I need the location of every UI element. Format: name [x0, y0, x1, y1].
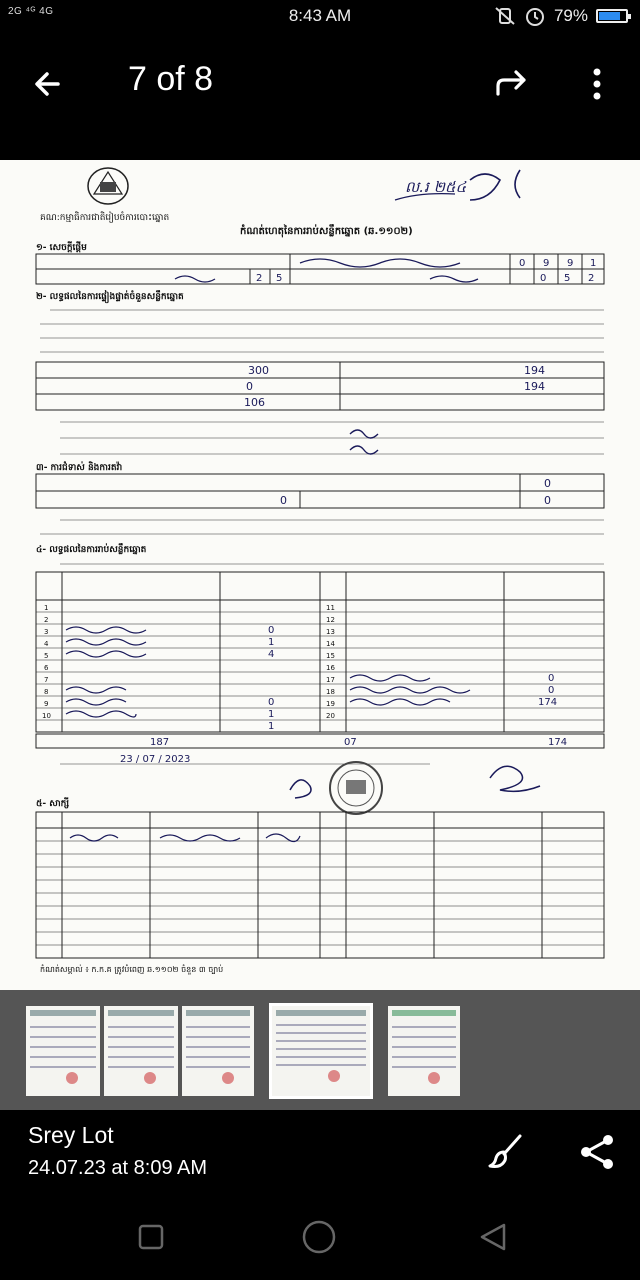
thumbnail[interactable]	[26, 1006, 100, 1096]
more-vertical-icon	[582, 64, 612, 104]
svg-text:0: 0	[246, 380, 253, 393]
section-2-notes	[60, 422, 604, 454]
national-emblem	[88, 168, 128, 204]
svg-text:11: 11	[326, 604, 335, 612]
section-2-text-lines	[40, 310, 604, 352]
svg-text:0: 0	[544, 494, 551, 507]
svg-text:194: 194	[524, 380, 545, 393]
status-icons	[494, 5, 628, 27]
official-stamp	[330, 762, 382, 814]
svg-text:20: 20	[326, 712, 335, 720]
totals-row	[36, 734, 604, 748]
section-5-heading: ៥- សាក្សី	[36, 799, 70, 809]
date-line: 23 / 07 / 2023	[120, 754, 191, 765]
svg-text:9: 9	[567, 258, 574, 269]
svg-text:4: 4	[44, 640, 49, 648]
share-arrow-icon	[492, 64, 532, 104]
svg-text:17: 17	[326, 676, 335, 684]
status-bar	[0, 0, 640, 36]
signature-mark	[350, 446, 378, 454]
viewer-toolbar	[0, 36, 640, 126]
section-3-notes	[40, 520, 604, 534]
edit-button[interactable]	[486, 1130, 530, 1174]
svg-text:187: 187	[150, 737, 170, 748]
svg-text:13: 13	[326, 628, 335, 636]
svg-text:1: 1	[268, 709, 275, 720]
section-2-table	[36, 362, 604, 410]
svg-text:0: 0	[268, 625, 275, 636]
svg-text:16: 16	[326, 664, 335, 672]
document-photo[interactable]	[0, 160, 640, 990]
svg-text:2: 2	[588, 273, 595, 284]
svg-text:5: 5	[44, 652, 49, 660]
section-3-heading: ៣- ការជំទាស់ និងការតវ៉ា	[36, 463, 123, 473]
back-button[interactable]	[28, 62, 72, 106]
handwriting-s1	[175, 259, 478, 282]
svg-text:1: 1	[590, 258, 597, 269]
share-button[interactable]	[576, 1130, 620, 1174]
witness-handwriting	[70, 834, 300, 842]
svg-text:174: 174	[538, 697, 558, 708]
form-footer-note: កំណត់សម្គាល់ ៖ ក.ក.គ ត្រូវបំពេញ ឆ.១១០២ ចំនួន ៣ ច្បាប់	[40, 965, 224, 974]
battery-percent: 79%	[553, 6, 588, 25]
svg-text:0: 0	[548, 673, 555, 684]
svg-text:0: 0	[548, 685, 555, 696]
svg-text:5: 5	[276, 273, 283, 284]
thumbnail[interactable]	[388, 1006, 460, 1096]
clock: 8:43 AM	[288, 6, 352, 25]
sent-date: 24.07.23 at 8:09 AM	[28, 1157, 208, 1179]
thumbnail-current[interactable]	[272, 1006, 370, 1096]
svg-text:300: 300	[248, 364, 269, 377]
section-2-values	[244, 364, 545, 409]
party-vote-values	[268, 625, 557, 732]
svg-text:3: 3	[44, 628, 49, 636]
svg-text:07: 07	[344, 737, 357, 748]
thumbnail-strip	[0, 990, 640, 1110]
svg-text:8: 8	[44, 688, 49, 696]
form-drawing	[0, 160, 640, 990]
svg-text:9: 9	[44, 700, 49, 708]
form-title: កំណត់ហេតុនៃការរាប់សន្លឹកឆ្នោត (ឆ.១១០២)	[240, 226, 413, 237]
svg-text:194: 194	[524, 364, 545, 377]
svg-text:0: 0	[540, 273, 547, 284]
thumbnail[interactable]	[104, 1006, 178, 1096]
svg-text:14: 14	[326, 640, 335, 648]
section-3-values	[280, 477, 551, 507]
svg-text:0: 0	[268, 697, 275, 708]
navigation-bar	[0, 1200, 640, 1280]
svg-text:9: 9	[543, 258, 550, 269]
svg-text:4: 4	[268, 649, 275, 660]
share-nodes-icon	[576, 1130, 620, 1174]
section-4-heading: ៤- លទ្ធផលនៃការរាប់សន្លឹកឆ្នោត	[36, 545, 147, 555]
svg-text:ល.រ ២៥៤: ល.រ ២៥៤	[405, 178, 467, 196]
alarm-icon	[524, 5, 546, 27]
secretary-signature	[490, 766, 540, 791]
section-2-heading: ២- លទ្ធផលនៃការផ្ទៀងផ្ទាត់ចំនួនសន្លឹកឆ្នោត	[36, 292, 184, 302]
forward-button[interactable]	[492, 64, 532, 104]
svg-text:1: 1	[268, 721, 275, 732]
witness-table	[36, 812, 604, 958]
handwritten-annotation	[395, 170, 520, 200]
section-1-values	[256, 258, 596, 284]
section-1-heading: ១- សេចក្តីផ្តើម	[36, 243, 87, 253]
svg-text:2: 2	[256, 273, 263, 284]
totals-values	[150, 737, 567, 748]
svg-text:7: 7	[44, 676, 49, 684]
svg-text:12: 12	[326, 616, 335, 624]
sender-name: Srey Lot	[28, 1122, 114, 1148]
vibrate-mute-icon	[494, 7, 516, 25]
more-options-button[interactable]	[582, 64, 612, 104]
svg-text:1: 1	[44, 604, 49, 612]
svg-text:15: 15	[326, 652, 335, 660]
network-indicator: 2G ⁴ᴳ 4G	[8, 6, 54, 17]
svg-text:174: 174	[548, 737, 568, 748]
chair-signature	[290, 780, 311, 798]
arrow-left-icon	[28, 62, 72, 106]
header-left: គណ:កម្មាធិការជាតិរៀបចំការបោះឆ្នោត	[40, 213, 170, 223]
thumbnail[interactable]	[182, 1006, 254, 1096]
page-counter: 7 of 8	[128, 60, 214, 98]
svg-text:0: 0	[519, 258, 526, 269]
section-3-table	[36, 474, 604, 508]
svg-text:19: 19	[326, 700, 335, 708]
square-icon[interactable]	[138, 1224, 164, 1250]
svg-text:1: 1	[268, 637, 275, 648]
svg-text:106: 106	[244, 396, 265, 409]
svg-text:10: 10	[42, 712, 51, 720]
triangle-back-icon[interactable]	[478, 1222, 508, 1252]
svg-text:0: 0	[544, 477, 551, 490]
svg-text:6: 6	[44, 664, 49, 672]
svg-text:18: 18	[326, 688, 335, 696]
svg-text:5: 5	[564, 273, 571, 284]
battery-icon	[596, 9, 628, 23]
signature-mark	[350, 430, 378, 438]
circle-icon[interactable]	[302, 1220, 336, 1254]
brush-icon	[486, 1130, 530, 1174]
svg-text:0: 0	[280, 494, 287, 507]
svg-text:2: 2	[44, 616, 49, 624]
